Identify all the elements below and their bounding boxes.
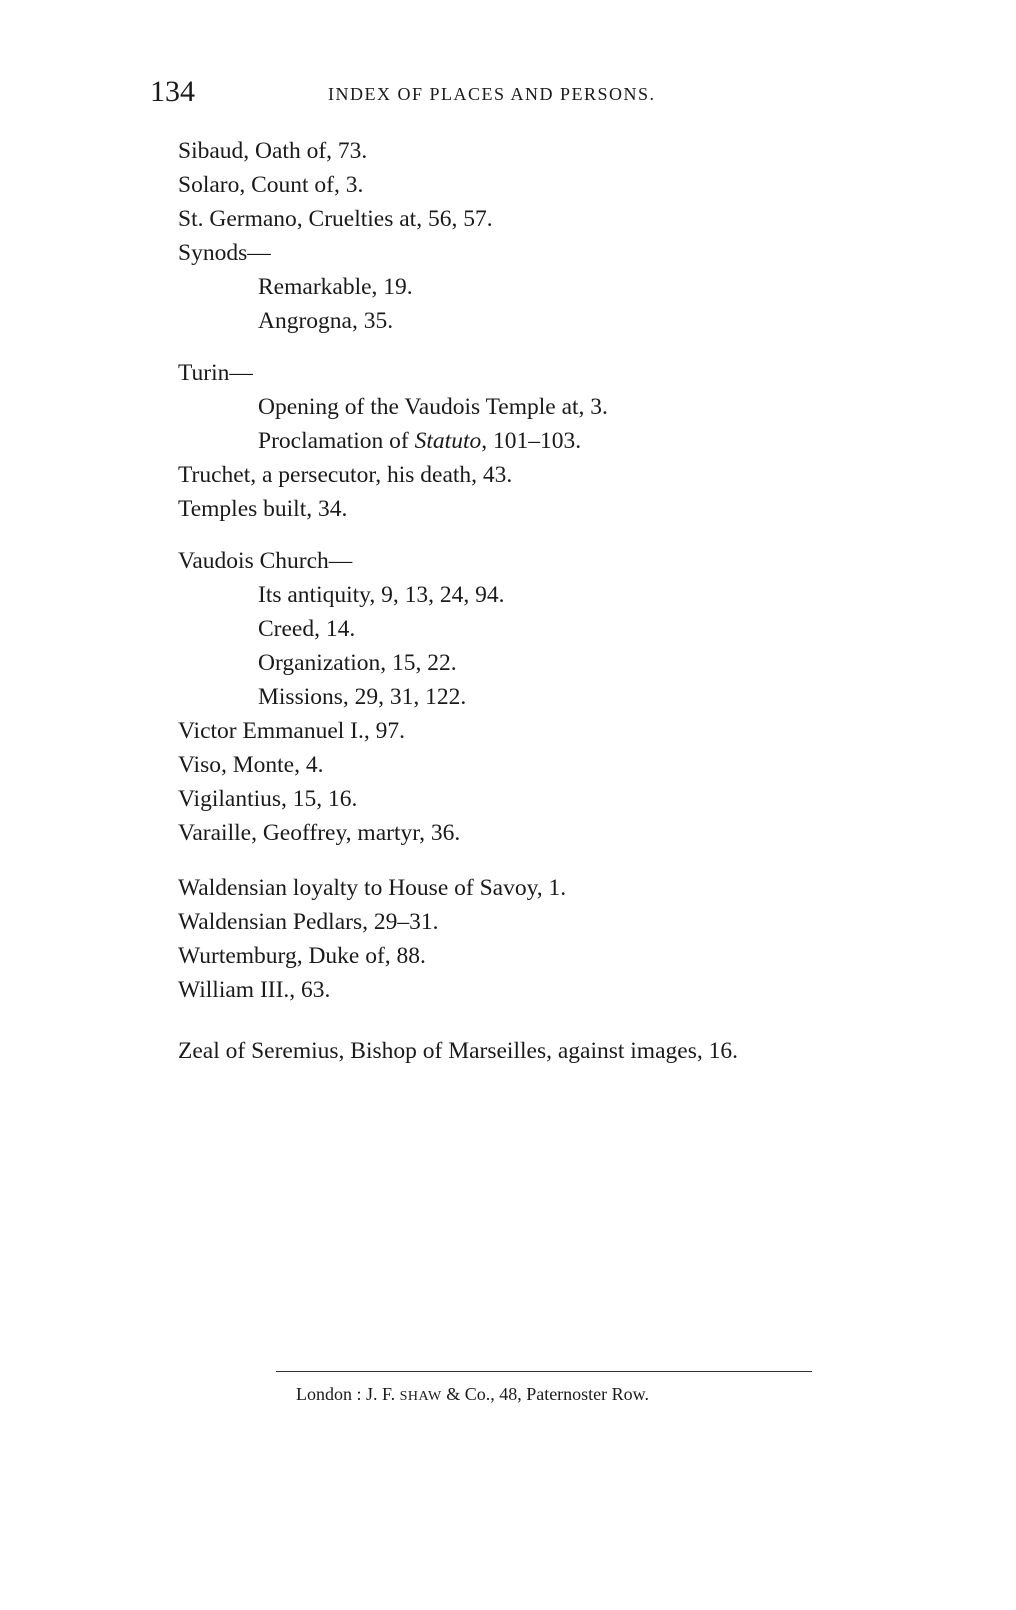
index-entry-sibaud: Sibaud, Oath of, 73.: [178, 138, 368, 164]
publisher-imprint: [296, 1382, 649, 1409]
index-subentry-antiquity: Its antiquity, 9, 13, 24, 94.: [258, 582, 505, 608]
proclamation-pages: , 101–103.: [481, 428, 582, 454]
page-number: 134: [150, 75, 195, 108]
imprint-name: SHAW: [399, 1389, 442, 1404]
index-subentry-organization: Organization, 15, 22.: [258, 650, 457, 676]
index-entry-turin: Turin—: [178, 360, 253, 386]
index-entry-st-germano: St. Germano, Cruelties at, 56, 57.: [178, 206, 493, 232]
proclamation-text: Proclamation of: [258, 428, 415, 454]
index-entry-varaille: Varaille, Geoffrey, martyr, 36.: [178, 820, 461, 846]
index-entry-waldensian-loyalty: Waldensian loyalty to House of Savoy, 1.: [178, 875, 567, 901]
index-subentry-angrogna: Angrogna, 35.: [258, 308, 394, 334]
index-entry-synods: Synods—: [178, 240, 271, 266]
index-entry-wurtemburg: Wurtemburg, Duke of, 88.: [178, 943, 426, 969]
imprint-prefix: London : J. F.: [296, 1384, 400, 1404]
index-subentry-creed: Creed, 14.: [258, 616, 356, 642]
statuto-italic: Statuto: [414, 428, 482, 454]
page-header: [150, 74, 790, 114]
index-list: [178, 134, 898, 1068]
imprint-suffix: & Co., 48, Paternoster Row.: [441, 1384, 650, 1404]
running-title: INDEX OF PLACES AND PERSONS.: [328, 84, 656, 104]
footer-rule: [276, 1371, 812, 1372]
index-subentry-proclamation-statuto: [178, 424, 898, 458]
index-entry-vigilantius: Vigilantius, 15, 16.: [178, 786, 358, 812]
index-subentry-missions: Missions, 29, 31, 122.: [258, 684, 467, 710]
index-entry-temples-built: Temples built, 34.: [178, 496, 348, 522]
index-entry-zeal-of-seremius: Zeal of Seremius, Bishop of Marseilles, against images, 16.: [178, 1038, 738, 1064]
index-subentry-opening-temple: Opening of the Vaudois Temple at, 3.: [258, 394, 608, 420]
index-entry-truchet: Truchet, a persecutor, his death, 43.: [178, 462, 513, 488]
index-entry-solaro: Solaro, Count of, 3.: [178, 172, 364, 198]
index-subentry-remarkable: Remarkable, 19.: [258, 274, 413, 300]
index-entry-waldensian-pedlars: Waldensian Pedlars, 29–31.: [178, 909, 439, 935]
index-entry-vaudois-church: Vaudois Church—: [178, 548, 353, 574]
index-entry-victor-emmanuel: Victor Emmanuel I., 97.: [178, 718, 406, 744]
index-entry-viso-monte: Viso, Monte, 4.: [178, 752, 324, 778]
index-entry-william-iii: William III., 63.: [178, 977, 331, 1003]
